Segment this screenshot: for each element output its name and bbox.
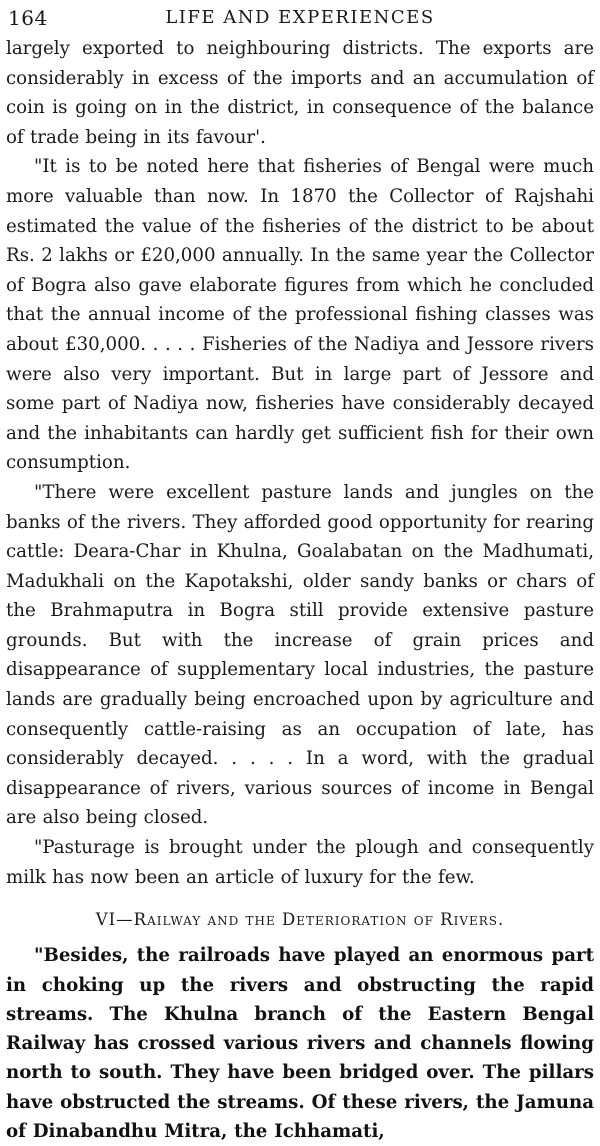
body-text xyxy=(6,34,594,892)
running-title: LIFE AND EXPERIENCES xyxy=(165,7,435,28)
running-head xyxy=(6,4,594,34)
paragraph-pasture-lands: "There were excellent pasture lands and jungles on the banks of the rivers. They afforded good opportunity for rearing cattle: Deara-Char in Khulna, Goalabatan on the Madhumati, Madukhali on the Kapotakshi, older sandy banks or chars of the Brahmaputra in Bogra still provide extensive pasture grounds. But with the increase of grain prices and disappearance of supplementary local industries, the pasture lands are gradually being encroached upon by agriculture and consequently cattle-raising as an occupation of late, has considerably decayed. . . . . In a word, with the gradual disappearance of rivers, various sources of income in Bengal are also being closed. xyxy=(6,481,594,829)
paragraph-pasturage: "Pasturage is brought under the plough and consequently milk has now been an article of luxury for the few. xyxy=(6,837,594,888)
section-title: Railway and the Deterioration of Rivers. xyxy=(133,910,505,930)
section-heading xyxy=(6,910,594,929)
section-number: VI— xyxy=(95,910,134,930)
paragraph-railroads: "Besides, the railroads have played an enormous part in choking up the rivers and obstructing the rapid streams. The Khulna branch of the Eastern Bengal Railway has crossed various rivers and channels flowing north to south. They have been bridged over. The pillars have obstructed the streams. Of these rivers, the Jamuna of Dinabandhu Mitra, the Ichhamati, xyxy=(6,945,594,1142)
paragraph-fisheries: "It is to be noted here that fisheries of Bengal were much more valuable than now. In 1870 the Collector of Rajshahi estimated the value of the fisheries of the district to be about Rs. 2 lakhs or £20,000 annually. In the same year the Collector of Bogra also gave elaborate figures from which he concluded that the annual income of the professional fishing classes was about £30,000. . . . . Fisheries of the Nadiya and Jessore rivers were also very important. But in large part of Jessore and some part of Nadiya now, fisheries have considerably decayed and the inhabitants can hardly get sufficient fish for their own consumption. xyxy=(6,156,594,474)
section-body xyxy=(6,941,594,1146)
paragraph-exports: largely exported to neighbouring districts. The exports are considerably in excess of the imports and an accumulation of coin is going on in the district, in consequence of the balance of trade being in its favour'. xyxy=(6,38,594,148)
page-number: 164 xyxy=(8,6,48,30)
